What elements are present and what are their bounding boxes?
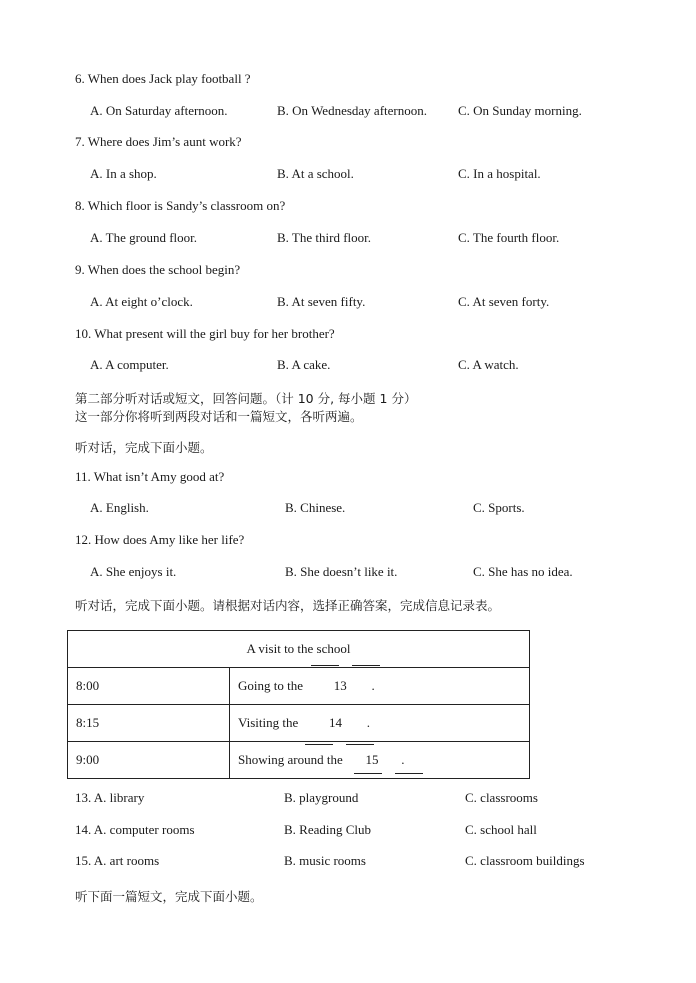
option-c[interactable]: C. At seven forty. bbox=[458, 294, 550, 309]
table-row bbox=[68, 668, 530, 705]
option-a[interactable]: A. At eight o’clock. bbox=[90, 294, 193, 309]
option-b[interactable]: B. At a school. bbox=[277, 166, 354, 181]
option-a[interactable]: A. English. bbox=[90, 500, 149, 515]
activity-cell bbox=[230, 705, 530, 742]
underline-mark bbox=[305, 744, 333, 745]
section-intro: 这一部分你将听到两段对话和一篇短文，各听两遍。 bbox=[75, 409, 363, 424]
blank-15[interactable]: 15 bbox=[365, 752, 379, 767]
option-a[interactable]: A. In a shop. bbox=[90, 166, 157, 181]
option-c[interactable]: C. The fourth floor. bbox=[458, 230, 560, 245]
dialog-instruction-2: 听对话，完成下面小题。请根据对话内容，选择正确答案，完成信息记录表。 bbox=[75, 598, 501, 613]
period: . bbox=[401, 752, 405, 767]
question-text: 8. Which floor is Sandy’s classroom on? bbox=[75, 198, 286, 213]
option-c[interactable]: C. She has no idea. bbox=[473, 564, 573, 579]
time-cell: 9:00 bbox=[68, 742, 230, 779]
blank-13[interactable]: 13 bbox=[333, 678, 347, 693]
table-row bbox=[68, 705, 530, 742]
option-b[interactable]: B. playground bbox=[284, 790, 359, 805]
option-b[interactable]: B. Chinese. bbox=[285, 500, 346, 515]
option-c[interactable]: C. classrooms bbox=[465, 790, 538, 805]
question-text: 11. What isn’t Amy good at? bbox=[75, 469, 225, 484]
question-text: 9. When does the school begin? bbox=[75, 262, 241, 277]
option-b[interactable]: B. music rooms bbox=[284, 853, 366, 868]
period: . bbox=[366, 715, 370, 730]
time-cell: 8:15 bbox=[68, 705, 230, 742]
option-b[interactable]: B. On Wednesday afternoon. bbox=[277, 103, 427, 118]
section-heading: 第二部分听对话或短文，回答问题。（计 10 分, 每小题 1 分） bbox=[75, 391, 417, 406]
underline-mark bbox=[346, 744, 374, 745]
table-title-text: A visit to the school bbox=[246, 641, 351, 656]
table-row bbox=[68, 742, 530, 779]
activity-text: Going to the bbox=[238, 678, 303, 693]
table-header-row bbox=[68, 631, 530, 668]
underline-mark bbox=[395, 773, 423, 774]
passage-instruction: 听下面一篇短文，完成下面小题。 bbox=[75, 889, 263, 904]
underline-mark bbox=[352, 665, 380, 666]
option-b[interactable]: B. A cake. bbox=[277, 357, 331, 372]
period: . bbox=[371, 678, 375, 693]
question-text: 7. Where does Jim’s aunt work? bbox=[75, 134, 242, 149]
option-a[interactable]: 13. A. library bbox=[75, 790, 145, 805]
option-c[interactable]: C. A watch. bbox=[458, 357, 519, 372]
question-text: 10. What present will the girl buy for her brother? bbox=[75, 326, 335, 341]
underline-mark bbox=[354, 773, 382, 774]
option-c[interactable]: C. On Sunday morning. bbox=[458, 103, 582, 118]
option-b[interactable]: B. The third floor. bbox=[277, 230, 372, 245]
question-text: 12. How does Amy like her life? bbox=[75, 532, 245, 547]
option-c[interactable]: C. Sports. bbox=[473, 500, 525, 515]
option-c[interactable]: C. In a hospital. bbox=[458, 166, 541, 181]
activity-text: Showing around the bbox=[238, 752, 343, 767]
option-b[interactable]: B. She doesn’t like it. bbox=[285, 564, 398, 579]
table-title bbox=[68, 631, 530, 668]
option-a[interactable]: A. A computer. bbox=[90, 357, 169, 372]
option-c[interactable]: C. school hall bbox=[465, 822, 537, 837]
dialog-instruction: 听对话，完成下面小题。 bbox=[75, 440, 213, 455]
option-c[interactable]: C. classroom buildings bbox=[465, 853, 585, 868]
option-b[interactable]: B. At seven fifty. bbox=[277, 294, 366, 309]
underline-mark bbox=[311, 665, 339, 666]
time-cell: 8:00 bbox=[68, 668, 230, 705]
option-b[interactable]: B. Reading Club bbox=[284, 822, 372, 837]
question-text: 6. When does Jack play football ? bbox=[75, 71, 251, 86]
option-a[interactable]: A. On Saturday afternoon. bbox=[90, 103, 228, 118]
option-a[interactable]: 15. A. art rooms bbox=[75, 853, 160, 868]
option-a[interactable]: A. The ground floor. bbox=[90, 230, 197, 245]
activity-cell bbox=[230, 668, 530, 705]
info-table bbox=[67, 630, 530, 779]
option-a[interactable]: 14. A. computer rooms bbox=[75, 822, 195, 837]
blank-14[interactable]: 14 bbox=[329, 715, 342, 730]
option-a[interactable]: A. She enjoys it. bbox=[90, 564, 177, 579]
activity-text: Visiting the bbox=[238, 715, 299, 730]
